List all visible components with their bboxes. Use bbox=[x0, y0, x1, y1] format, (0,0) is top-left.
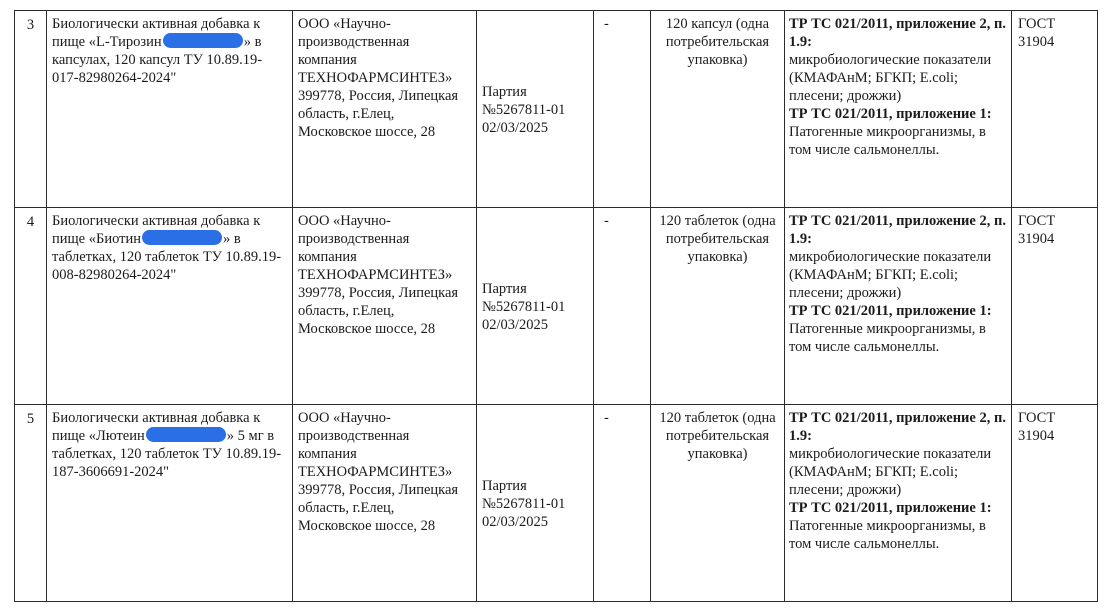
batch-label: Партия bbox=[482, 280, 527, 297]
empty-cell-dash: - bbox=[594, 405, 651, 602]
standard-cell: ГОСТ 31904 bbox=[1012, 405, 1098, 602]
requirement-title: ТР ТС 021/2011, приложение 1: bbox=[789, 303, 992, 319]
product-name-end: » 5 мг в таблетках, 120 таблеток ТУ 10.89.19-187-3606691-2024" bbox=[52, 428, 282, 480]
document-page bbox=[14, 10, 1098, 602]
row-number: 4 bbox=[15, 208, 47, 405]
batch-number: №5267811-01 bbox=[482, 495, 566, 512]
product-name-end: » в капсулах, 120 капсул ТУ 10.89.19-017-82980264-2024" bbox=[52, 34, 263, 86]
products-table bbox=[14, 10, 1098, 602]
package-cell: 120 таблеток (одна потребительская упаковка) bbox=[651, 405, 785, 602]
product-name-start: Биологически активная добавка к пище «Биотин bbox=[52, 213, 261, 247]
requirement-title: ТР ТС 021/2011, приложение 2, п. 1.9: bbox=[789, 410, 1006, 444]
requirement-text: микробиологические показатели (КМАФАнМ; БГКП; E.coli; плесени; дрожжи) bbox=[789, 249, 992, 301]
standard-cell: ГОСТ 31904 bbox=[1012, 11, 1098, 208]
empty-cell-dash: - bbox=[594, 11, 651, 208]
requirements-cell bbox=[785, 11, 1012, 208]
manufacturer-cell: ООО «Научно-производственная компания ТЕХНОФАРМСИНТЕЗ» 399778, Россия, Липецкая область, г.Елец, Московское шоссе, 28 bbox=[293, 11, 477, 208]
batch-label: Партия bbox=[482, 477, 527, 494]
table-row bbox=[15, 405, 1098, 602]
product-name-start: Биологически активная добавка к пище «Лютеин bbox=[52, 410, 261, 444]
empty-cell-dash: - bbox=[594, 208, 651, 405]
redaction-mark bbox=[163, 33, 243, 48]
batch-date: 02/03/2025 bbox=[482, 119, 549, 136]
batch-cell bbox=[477, 11, 594, 208]
table-row bbox=[15, 11, 1098, 208]
requirement-text: микробиологические показатели (КМАФАнМ; БГКП; E.coli; плесени; дрожжи) bbox=[789, 52, 992, 104]
product-cell bbox=[47, 405, 293, 602]
batch-cell bbox=[477, 405, 594, 602]
requirement-text: Патогенные микроорганизмы, в том числе сальмонеллы. bbox=[789, 124, 986, 158]
package-cell: 120 капсул (одна потребительская упаковка) bbox=[651, 11, 785, 208]
requirement-title: ТР ТС 021/2011, приложение 2, п. 1.9: bbox=[789, 213, 1006, 247]
requirements-cell bbox=[785, 405, 1012, 602]
redaction-mark bbox=[146, 427, 226, 442]
requirement-title: ТР ТС 021/2011, приложение 2, п. 1.9: bbox=[789, 16, 1006, 50]
product-name-start: Биологически активная добавка к пище «L-Тирозин bbox=[52, 16, 261, 50]
batch-label: Партия bbox=[482, 83, 527, 100]
batch-number: №5267811-01 bbox=[482, 101, 566, 118]
product-cell bbox=[47, 208, 293, 405]
redaction-mark bbox=[142, 230, 222, 245]
requirement-text: Патогенные микроорганизмы, в том числе сальмонеллы. bbox=[789, 321, 986, 355]
batch-number: №5267811-01 bbox=[482, 298, 566, 315]
batch-date: 02/03/2025 bbox=[482, 513, 549, 530]
requirement-title: ТР ТС 021/2011, приложение 1: bbox=[789, 500, 992, 516]
product-name-end: » в таблетках, 120 таблеток ТУ 10.89.19-008-82980264-2024" bbox=[52, 231, 282, 283]
standard-cell: ГОСТ 31904 bbox=[1012, 208, 1098, 405]
batch-cell bbox=[477, 208, 594, 405]
table-row bbox=[15, 208, 1098, 405]
batch-date: 02/03/2025 bbox=[482, 316, 549, 333]
package-cell: 120 таблеток (одна потребительская упаковка) bbox=[651, 208, 785, 405]
row-number: 3 bbox=[15, 11, 47, 208]
requirements-cell bbox=[785, 208, 1012, 405]
requirement-text: Патогенные микроорганизмы, в том числе сальмонеллы. bbox=[789, 518, 986, 552]
manufacturer-cell: ООО «Научно-производственная компания ТЕХНОФАРМСИНТЕЗ» 399778, Россия, Липецкая область, г.Елец, Московское шоссе, 28 bbox=[293, 405, 477, 602]
row-number: 5 bbox=[15, 405, 47, 602]
requirement-text: микробиологические показатели (КМАФАнМ; БГКП; E.coli; плесени; дрожжи) bbox=[789, 446, 992, 498]
requirement-title: ТР ТС 021/2011, приложение 1: bbox=[789, 106, 992, 122]
product-cell bbox=[47, 11, 293, 208]
manufacturer-cell: ООО «Научно-производственная компания ТЕХНОФАРМСИНТЕЗ» 399778, Россия, Липецкая область, г.Елец, Московское шоссе, 28 bbox=[293, 208, 477, 405]
